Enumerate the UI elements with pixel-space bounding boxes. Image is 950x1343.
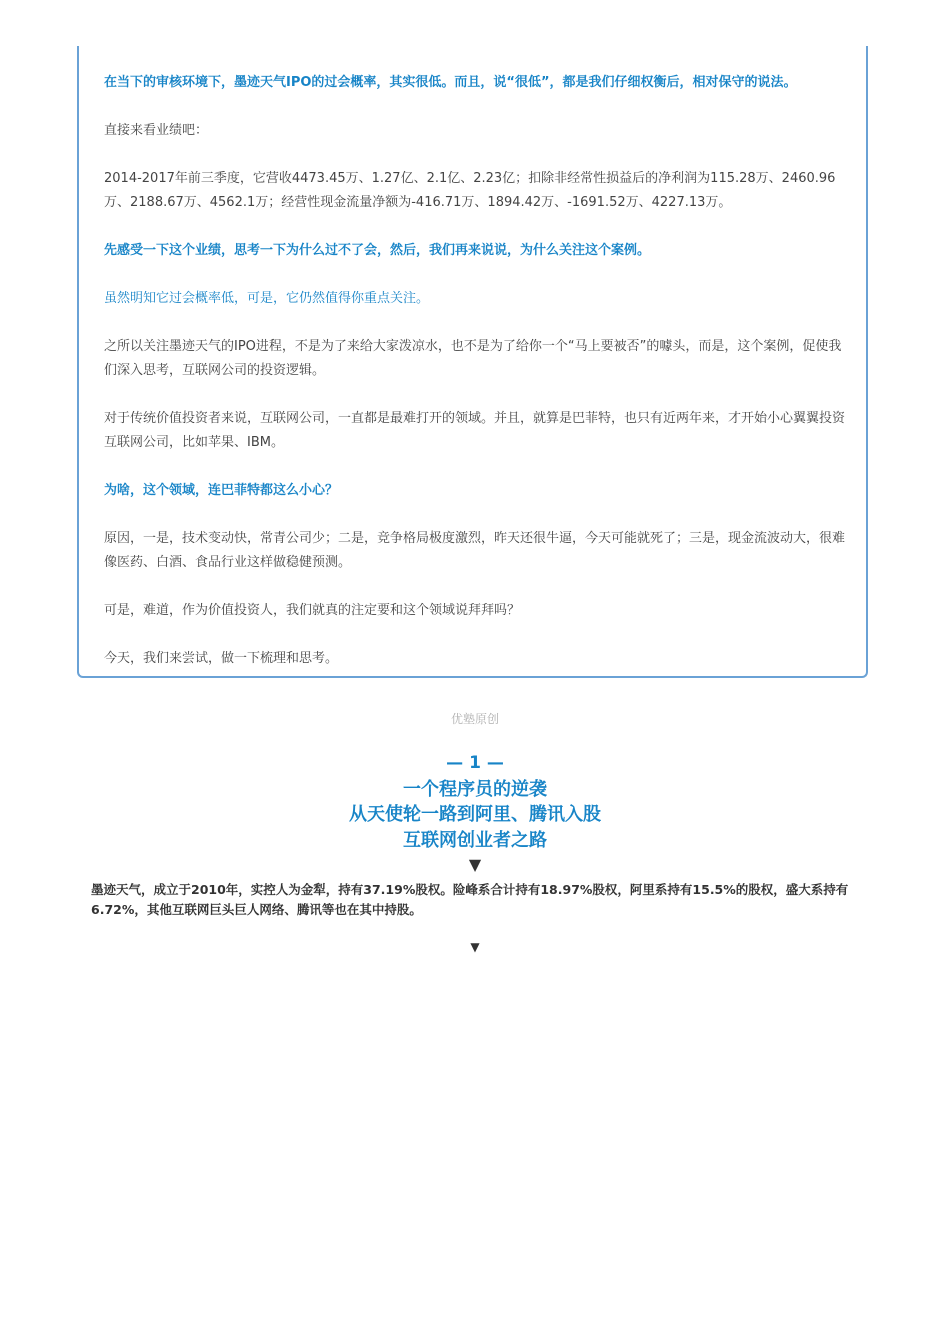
card-paragraph-why-follow: 之所以关注墨迹天气的IPO进程，不是为了来给大家泼凉水，也不是为了给你一个“马上要被否”的噱头，而是，这个案例，促使我们深入思考，互联网公司的投资逻辑。 (104, 339, 842, 378)
card-paragraph-financials: 2014-2017年前三季度，它营收4473.45万、1.27亿、2.1亿、2.23亿；扣除非经常性损益后的净利润为115.28万、2460.96万、2188.67万、4562.1万；经营性现金流量净额为-416.71万、1894.42万、-1691.52万、4227.13万。 (104, 171, 836, 210)
card-paragraph-today: 今天，我们来尝试，做一下梳理和思考。 (104, 651, 339, 666)
card-paragraph-ipo-probability: 在当下的审核环境下，墨迹天气IPO的过会概率，其实很低。而且，说“很低”，都是我们仔细权衡后，相对保守的说法。 (104, 75, 797, 90)
down-triangle-icon: ▼ (468, 855, 482, 874)
card-paragraph-goodbye-question: 可是，难道，作为价值投资人，我们就真的注定要和这个领域说拜拜吗？ (104, 603, 521, 618)
card-paragraph-reasons: 原因，一是，技术变动快，常青公司少；二是，竞争格局极度激烈，昨天还很牛逼，今天可能就死了；三是，现金流波动大，很难像医药、白酒、食品行业这样做稳健预测。 (104, 531, 846, 570)
card-paragraph-worth-attention: 虽然明知它过会概率低，可是，它仍然值得你重点关注。 (104, 291, 430, 306)
section-number: — 1 — (446, 753, 504, 773)
section-title-line-1: 一个程序员的逆袭 (403, 779, 547, 800)
down-triangle-small-icon: ▼ (470, 940, 480, 954)
section-title-line-3: 互联网创业者之路 (403, 830, 547, 851)
source-label: 优塾原创 (450, 712, 499, 726)
section-body-shareholders: 墨迹天气，成立于2010年，实控人为金犁，持有37.19%股权。险峰系合计持有18.97%股权，阿里系持有15.5%的股权，盛大系持有6.72%，其他互联网巨头巨人网络、腾讯等也在其中持股。 (91, 882, 849, 917)
card-paragraph-performance-intro: 直接来看业绩吧： (104, 123, 209, 138)
card-paragraph-think-first: 先感受一下这个业绩，思考一下为什么过不了会，然后，我们再来说说，为什么关注这个案例。 (104, 243, 651, 258)
section-title-line-2: 从天使轮一路到阿里、腾讯入股 (349, 804, 601, 825)
card-paragraph-value-investors: 对于传统价值投资者来说，互联网公司，一直都是最难打开的领域。并且，就算是巴菲特，也只有近两年来，才开始小心翼翼投资互联网公司，比如苹果、IBM。 (104, 411, 846, 450)
card-paragraph-buffett-question: 为啥，这个领域，连巴菲特都这么小心？ (104, 483, 339, 498)
